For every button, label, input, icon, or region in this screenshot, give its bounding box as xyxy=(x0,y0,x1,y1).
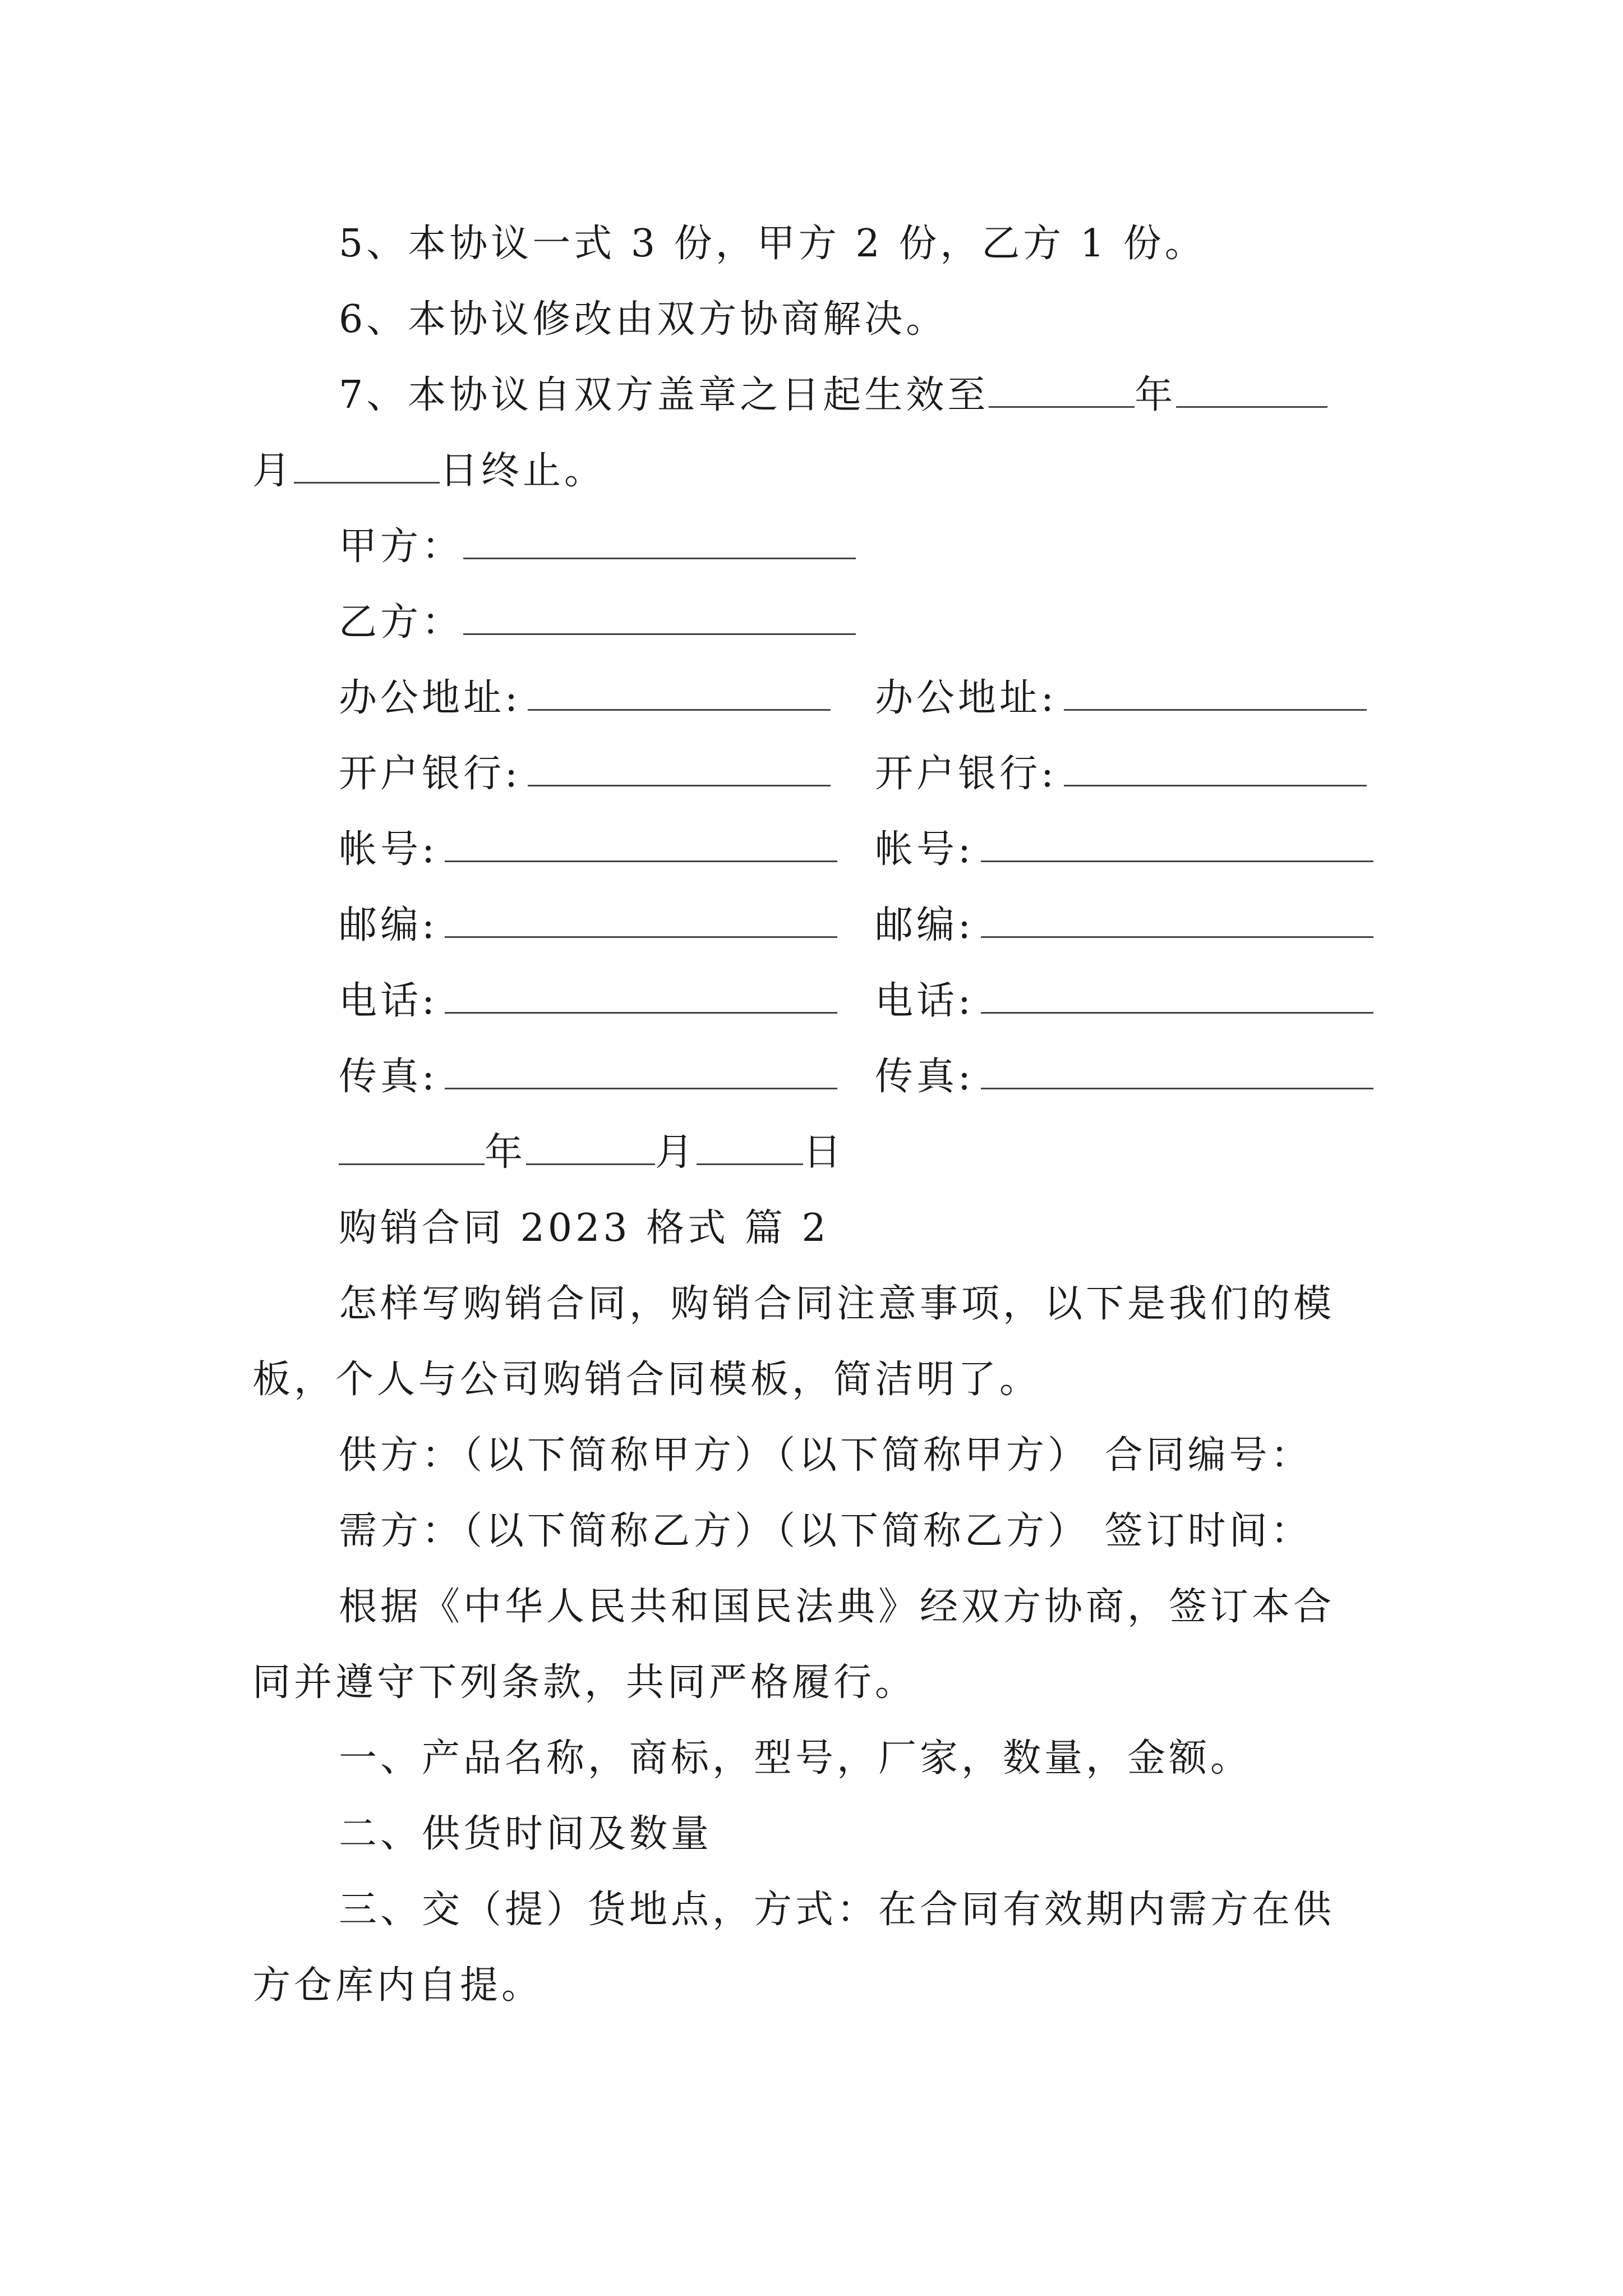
bank-row xyxy=(252,746,1371,802)
bank-blank-b xyxy=(1064,750,1367,786)
day-end-label: 日终止。 xyxy=(440,449,606,493)
month-blank xyxy=(1176,371,1327,408)
fax-blank-a xyxy=(445,1053,837,1089)
fax-row xyxy=(252,1049,1371,1105)
office-address-blank-a xyxy=(528,674,831,711)
office-address-row xyxy=(252,670,1371,726)
fax-label-b: 传真: xyxy=(875,1055,974,1099)
clause-7-line1 xyxy=(252,367,1371,424)
signing-date-row xyxy=(252,1125,1371,1181)
item-3-line-2: 方仓库内自提。 xyxy=(252,1963,543,2008)
year-blank xyxy=(989,371,1135,408)
year-label: 年 xyxy=(1135,373,1177,417)
clause-7-text: 7、本协议自双方盖章之日起生效至 xyxy=(339,373,989,417)
phone-label-b: 电话: xyxy=(875,979,974,1023)
bank-label-b: 开户银行: xyxy=(875,752,1057,796)
office-address-label-a: 办公地址: xyxy=(339,676,521,720)
account-blank-a xyxy=(445,826,837,862)
postcode-label-a: 邮编: xyxy=(339,903,438,947)
day-blank xyxy=(294,447,440,484)
postcode-blank-b xyxy=(981,901,1373,938)
supplier-line: 供方：（以下简称甲方）（以下简称甲方） 合同编号： xyxy=(339,1433,1312,1478)
party-b-row xyxy=(252,595,1371,651)
clause-6: 6、本协议修改由双方协商解决。 xyxy=(339,297,948,342)
buyer-line: 需方：（以下简称乙方）（以下简称乙方） 签订时间： xyxy=(339,1509,1312,1553)
item-3-line-1: 三、交（提）货地点，方式：在合同有效期内需方在供 xyxy=(339,1888,1335,1932)
section-2-heading: 购销合同 2023 格式 篇 2 xyxy=(339,1206,829,1250)
date-day-blank xyxy=(697,1129,803,1165)
office-address-label-b: 办公地址: xyxy=(875,676,1057,720)
clause-5: 5、本协议一式 3 份，甲方 2 份，乙方 1 份。 xyxy=(339,222,1206,266)
party-b-blank xyxy=(463,599,856,635)
party-a-row xyxy=(252,519,1371,575)
party-a-blank xyxy=(463,523,856,559)
item-1: 一、产品名称，商标，型号，厂家，数量，金额。 xyxy=(339,1736,1252,1780)
date-year-label: 年 xyxy=(485,1130,527,1175)
account-label-b: 帐号: xyxy=(875,827,974,872)
account-label-a: 帐号: xyxy=(339,827,438,872)
basis-line-1: 根据《中华人民共和国民法典》经双方协商，签订本合 xyxy=(339,1585,1335,1629)
fax-label-a: 传真: xyxy=(339,1055,438,1099)
phone-label-a: 电话: xyxy=(339,979,438,1023)
date-month-label: 月 xyxy=(655,1130,697,1175)
date-year-blank xyxy=(339,1129,485,1165)
intro-line-2: 板，个人与公司购销合同模板，简洁明了。 xyxy=(252,1358,1041,1402)
office-address-blank-b xyxy=(1064,674,1367,711)
bank-blank-a xyxy=(528,750,831,786)
item-2: 二、供货时间及数量 xyxy=(339,1812,713,1856)
postcode-label-b: 邮编: xyxy=(875,903,974,947)
party-a-label: 甲方： xyxy=(339,524,464,569)
postcode-row xyxy=(252,898,1371,954)
date-day-label: 日 xyxy=(803,1130,845,1175)
date-month-blank xyxy=(526,1129,655,1165)
fax-blank-b xyxy=(981,1053,1373,1089)
phone-row xyxy=(252,973,1371,1029)
basis-line-2: 同并遵守下列条款，共同严格履行。 xyxy=(252,1660,917,1705)
phone-blank-a xyxy=(445,977,837,1014)
account-row xyxy=(252,822,1371,878)
account-blank-b xyxy=(981,826,1373,862)
postcode-blank-a xyxy=(445,901,837,938)
party-b-label: 乙方： xyxy=(339,600,464,645)
intro-line-1: 怎样写购销合同，购销合同注意事项，以下是我们的模 xyxy=(339,1282,1335,1326)
month-label: 月 xyxy=(252,449,294,493)
phone-blank-b xyxy=(981,977,1373,1014)
clause-7-line2 xyxy=(252,443,1371,499)
bank-label-a: 开户银行: xyxy=(339,752,521,796)
